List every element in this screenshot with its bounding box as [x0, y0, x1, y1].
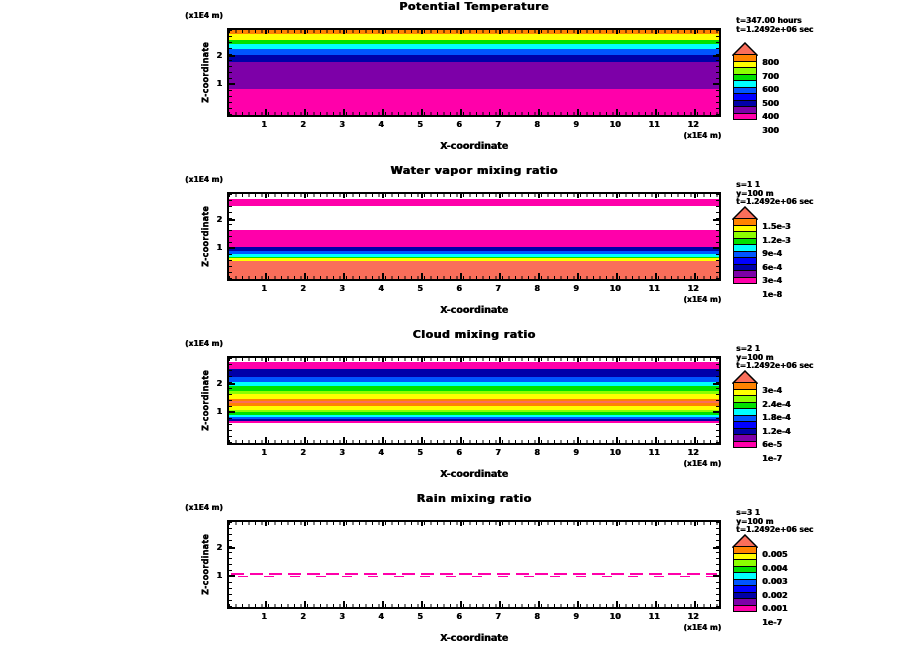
legend-header-line: y=100 m: [736, 352, 774, 362]
y-major-tick: [229, 83, 235, 85]
y-axis-unit: (x1E4 m): [185, 11, 223, 20]
x-tick-label: 4: [378, 612, 384, 621]
contour-band: [229, 261, 719, 279]
x-major-tick: [577, 601, 579, 607]
y-major-tick: [229, 411, 235, 413]
x-major-tick: [694, 30, 696, 34]
x-major-tick: [694, 522, 696, 526]
colorbar-label: 0.001: [762, 604, 788, 613]
x-major-tick: [655, 109, 657, 115]
x-major-tick: [382, 437, 384, 443]
x-tick-label: 7: [495, 612, 501, 621]
x-major-tick: [382, 601, 384, 607]
plot-panel: [0, 0, 904, 164]
x-major-tick: [460, 109, 462, 115]
y-major-tick: [713, 411, 719, 413]
x-major-tick: [265, 30, 267, 34]
colorbar-box: [733, 113, 757, 121]
x-major-tick: [655, 437, 657, 443]
legend-header-line: t=347.00 hours: [736, 16, 802, 25]
x-major-tick: [304, 437, 306, 443]
x-major-tick: [304, 273, 306, 279]
x-major-tick: [499, 273, 501, 279]
colorbar-label: 1.2e-3: [762, 235, 791, 245]
x-major-tick: [499, 522, 501, 526]
x-major-tick: [304, 194, 306, 198]
legend-header-line: t=1.2492e+06 sec: [736, 197, 814, 206]
contour-band: [229, 362, 719, 370]
panel-title: Potential Temperature: [399, 0, 549, 13]
x-major-tick: [655, 273, 657, 279]
panel-title: Cloud mixing ratio: [412, 328, 536, 341]
x-major-tick: [460, 273, 462, 279]
x-axis-label: X-coordinate: [439, 305, 509, 316]
y-major-tick: [229, 55, 235, 57]
x-axis-unit: (x1E4 m): [683, 295, 721, 304]
x-tick-label: 3: [339, 284, 345, 293]
colorbar-label: 0.002: [762, 590, 788, 600]
x-major-tick: [421, 194, 423, 198]
x-major-tick: [460, 358, 462, 362]
x-major-tick: [616, 601, 618, 607]
x-major-tick: [304, 522, 306, 526]
x-major-tick: [421, 601, 423, 607]
x-major-tick: [499, 194, 501, 198]
x-tick-label: 9: [573, 120, 579, 129]
plot-panel: [0, 492, 904, 654]
x-tick-label: 3: [339, 448, 345, 457]
colorbar-label: 1e-8: [762, 289, 782, 299]
x-tick-label: 1: [261, 284, 267, 293]
x-major-tick: [499, 358, 501, 362]
contour-bands: [229, 30, 719, 115]
y-axis-label: Z-coordinate: [201, 369, 211, 432]
x-major-tick: [343, 109, 345, 115]
x-major-tick: [499, 601, 501, 607]
x-tick-label: 5: [417, 284, 423, 293]
x-major-tick: [694, 437, 696, 443]
x-major-tick: [577, 273, 579, 279]
x-major-tick: [655, 30, 657, 34]
contour-band: [229, 522, 719, 607]
x-tick-label: 7: [495, 448, 501, 457]
contour-band: [229, 206, 719, 230]
legend-header-line: s=2 1: [736, 344, 760, 353]
y-major-tick: [713, 383, 719, 385]
x-tick-label: 9: [573, 284, 579, 293]
colorbar: [733, 219, 757, 284]
y-major-tick: [713, 83, 719, 85]
x-major-tick: [304, 358, 306, 362]
x-tick-label: 4: [378, 120, 384, 129]
x-tick-label: 11: [648, 612, 660, 621]
y-major-tick: [713, 547, 719, 549]
y-tick-label: 2: [216, 542, 222, 552]
x-tick-label: 6: [456, 612, 462, 621]
x-major-tick: [265, 522, 267, 526]
y-axis-label: Z-coordinate: [201, 205, 211, 268]
x-major-tick: [343, 437, 345, 443]
colorbar-label: 600: [762, 85, 779, 94]
colorbar-label: 3e-4: [762, 386, 782, 395]
plot-frame: [227, 28, 721, 117]
x-major-tick: [538, 109, 540, 115]
x-tick-label: 8: [534, 120, 540, 129]
x-major-tick: [616, 109, 618, 115]
x-tick-label: 10: [609, 448, 621, 457]
x-tick-label: 6: [456, 120, 462, 129]
x-major-tick: [616, 522, 618, 526]
x-major-tick: [304, 109, 306, 115]
x-major-tick: [460, 437, 462, 443]
x-tick-label: 10: [609, 612, 621, 621]
x-major-tick: [460, 30, 462, 34]
x-major-tick: [616, 194, 618, 198]
x-major-tick: [265, 273, 267, 279]
colorbar-label: 9e-4: [762, 249, 782, 258]
x-major-tick: [382, 522, 384, 526]
x-major-tick: [616, 30, 618, 34]
colorbar-label: 0.004: [762, 563, 788, 573]
y-major-tick: [229, 547, 235, 549]
x-tick-label: 11: [648, 448, 660, 457]
x-major-tick: [265, 109, 267, 115]
x-axis-label: X-coordinate: [439, 469, 509, 480]
x-tick-label: 2: [300, 612, 306, 621]
x-tick-label: 6: [456, 448, 462, 457]
x-major-tick: [265, 194, 267, 198]
colorbar-label: 6e-4: [762, 262, 782, 272]
y-axis-unit: (x1E4 m): [185, 339, 223, 348]
y-axis-unit: (x1E4 m): [185, 503, 223, 512]
x-major-tick: [538, 437, 540, 443]
y-axis-label: Z-coordinate: [201, 533, 211, 596]
rain-contour-line: [231, 573, 717, 575]
x-major-tick: [655, 522, 657, 526]
y-tick-label: 2: [216, 50, 222, 60]
x-tick-label: 6: [456, 284, 462, 293]
x-major-tick: [382, 30, 384, 34]
x-major-tick: [694, 109, 696, 115]
contour-bands: [229, 358, 719, 443]
x-tick-label: 4: [378, 448, 384, 457]
x-major-tick: [655, 194, 657, 198]
x-tick-label: 12: [687, 120, 699, 129]
x-tick-label: 1: [261, 612, 267, 621]
contour-band: [229, 89, 719, 115]
legend-header-line: y=100 m: [736, 188, 774, 198]
colorbar-label: 6e-5: [762, 440, 782, 449]
x-tick-label: 9: [573, 448, 579, 457]
x-major-tick: [265, 358, 267, 362]
x-tick-label: 8: [534, 612, 540, 621]
x-tick-label: 5: [417, 120, 423, 129]
x-tick-label: 10: [609, 284, 621, 293]
x-tick-label: 8: [534, 448, 540, 457]
x-tick-label: 10: [609, 120, 621, 129]
x-tick-label: 4: [378, 284, 384, 293]
colorbar-label: 1.5e-3: [762, 222, 791, 231]
legend-header-line: s=1 1: [736, 180, 760, 189]
x-major-tick: [421, 522, 423, 526]
x-major-tick: [304, 30, 306, 34]
y-tick-label: 2: [216, 378, 222, 388]
x-major-tick: [538, 30, 540, 34]
colorbar-label: 0.005: [762, 550, 788, 559]
x-major-tick: [421, 30, 423, 34]
y-major-tick: [229, 383, 235, 385]
rain-contour-line: [231, 576, 717, 578]
colorbar-label: 2.4e-4: [762, 399, 791, 409]
y-major-tick: [713, 55, 719, 57]
y-tick-label: 1: [216, 79, 222, 89]
colorbar-label: 500: [762, 98, 779, 108]
x-major-tick: [577, 358, 579, 362]
legend-header-line: t=1.2492e+06 sec: [736, 361, 814, 370]
colorbar: [733, 55, 757, 120]
contour-band: [229, 369, 719, 377]
x-major-tick: [499, 30, 501, 34]
y-tick-label: 1: [216, 407, 222, 417]
x-major-tick: [304, 601, 306, 607]
y-major-tick: [229, 247, 235, 249]
colorbar-label: 300: [762, 125, 779, 135]
panel-title: Water vapor mixing ratio: [390, 164, 558, 177]
x-tick-label: 12: [687, 284, 699, 293]
x-major-tick: [265, 601, 267, 607]
colorbar-label: 3e-4: [762, 276, 782, 285]
colorbar-label: 1e-7: [762, 617, 782, 627]
contour-band: [229, 199, 719, 207]
colorbar-label: 400: [762, 112, 779, 121]
x-major-tick: [655, 601, 657, 607]
plot-panel: [0, 328, 904, 492]
x-major-tick: [694, 358, 696, 362]
x-major-tick: [343, 273, 345, 279]
legend-header: [736, 345, 813, 371]
x-major-tick: [538, 194, 540, 198]
legend-header: [736, 509, 813, 535]
colorbar-box: [733, 441, 757, 449]
x-major-tick: [343, 358, 345, 362]
colorbar-box: [733, 605, 757, 613]
colorbar-label: 1e-7: [762, 453, 782, 463]
x-axis-label: X-coordinate: [439, 633, 509, 644]
x-major-tick: [616, 358, 618, 362]
y-axis-unit: (x1E4 m): [185, 175, 223, 184]
colorbar: [733, 547, 757, 612]
plot-panel: [0, 164, 904, 328]
x-major-tick: [538, 601, 540, 607]
x-major-tick: [577, 194, 579, 198]
x-major-tick: [421, 273, 423, 279]
x-major-tick: [577, 30, 579, 34]
x-major-tick: [499, 109, 501, 115]
x-major-tick: [421, 437, 423, 443]
colorbar-label: 800: [762, 58, 779, 67]
x-tick-label: 9: [573, 612, 579, 621]
x-major-tick: [460, 194, 462, 198]
contour-band: [229, 62, 719, 88]
x-tick-label: 1: [261, 448, 267, 457]
legend-header-line: y=100 m: [736, 516, 774, 526]
x-major-tick: [265, 437, 267, 443]
colorbar-label: 0.003: [762, 577, 788, 586]
y-major-tick: [713, 219, 719, 221]
x-major-tick: [694, 273, 696, 279]
y-major-tick: [229, 219, 235, 221]
colorbar: [733, 383, 757, 448]
x-tick-label: 8: [534, 284, 540, 293]
x-tick-label: 11: [648, 120, 660, 129]
x-tick-label: 5: [417, 448, 423, 457]
colorbar-label: 700: [762, 71, 779, 81]
contour-band: [229, 55, 719, 63]
x-major-tick: [460, 601, 462, 607]
x-tick-label: 3: [339, 120, 345, 129]
y-major-tick: [713, 247, 719, 249]
x-tick-label: 12: [687, 448, 699, 457]
y-major-tick: [713, 575, 719, 577]
plot-frame: [227, 192, 721, 281]
legend-header: [736, 181, 813, 207]
x-major-tick: [577, 437, 579, 443]
colorbar-box: [733, 277, 757, 285]
x-major-tick: [421, 358, 423, 362]
x-tick-label: 12: [687, 612, 699, 621]
x-tick-label: 1: [261, 120, 267, 129]
x-axis-label: X-coordinate: [439, 141, 509, 152]
x-major-tick: [655, 358, 657, 362]
plot-frame: [227, 356, 721, 445]
colorbar-label: 1.8e-4: [762, 413, 791, 422]
x-major-tick: [343, 601, 345, 607]
y-major-tick: [229, 575, 235, 577]
x-major-tick: [577, 522, 579, 526]
x-major-tick: [577, 109, 579, 115]
x-major-tick: [460, 522, 462, 526]
contour-band: [229, 230, 719, 247]
y-tick-label: 1: [216, 243, 222, 253]
x-major-tick: [616, 437, 618, 443]
x-major-tick: [499, 437, 501, 443]
x-tick-label: 2: [300, 284, 306, 293]
y-axis-label: Z-coordinate: [201, 41, 211, 104]
x-tick-label: 2: [300, 120, 306, 129]
x-major-tick: [382, 194, 384, 198]
x-major-tick: [382, 109, 384, 115]
x-tick-label: 7: [495, 284, 501, 293]
x-major-tick: [538, 522, 540, 526]
x-major-tick: [343, 30, 345, 34]
contour-bands: [229, 522, 719, 607]
x-tick-label: 2: [300, 448, 306, 457]
x-axis-unit: (x1E4 m): [683, 623, 721, 632]
plot-frame: [227, 520, 721, 609]
x-major-tick: [538, 273, 540, 279]
x-major-tick: [382, 358, 384, 362]
y-tick-label: 2: [216, 214, 222, 224]
x-major-tick: [694, 601, 696, 607]
x-tick-label: 3: [339, 612, 345, 621]
colorbar-label: 1.2e-4: [762, 426, 791, 436]
legend-header: [736, 17, 813, 34]
legend-header-line: t=1.2492e+06 sec: [736, 24, 814, 34]
x-tick-label: 5: [417, 612, 423, 621]
x-major-tick: [538, 358, 540, 362]
legend-header-line: t=1.2492e+06 sec: [736, 525, 814, 534]
x-major-tick: [343, 194, 345, 198]
x-major-tick: [694, 194, 696, 198]
legend-header-line: s=3 1: [736, 508, 760, 517]
x-major-tick: [421, 109, 423, 115]
contour-band: [229, 423, 719, 443]
contour-bands: [229, 194, 719, 279]
x-axis-unit: (x1E4 m): [683, 131, 721, 140]
x-major-tick: [343, 522, 345, 526]
x-tick-label: 7: [495, 120, 501, 129]
x-tick-label: 11: [648, 284, 660, 293]
x-major-tick: [382, 273, 384, 279]
x-axis-unit: (x1E4 m): [683, 459, 721, 468]
x-major-tick: [616, 273, 618, 279]
y-tick-label: 1: [216, 571, 222, 581]
panel-title: Rain mixing ratio: [416, 492, 532, 505]
